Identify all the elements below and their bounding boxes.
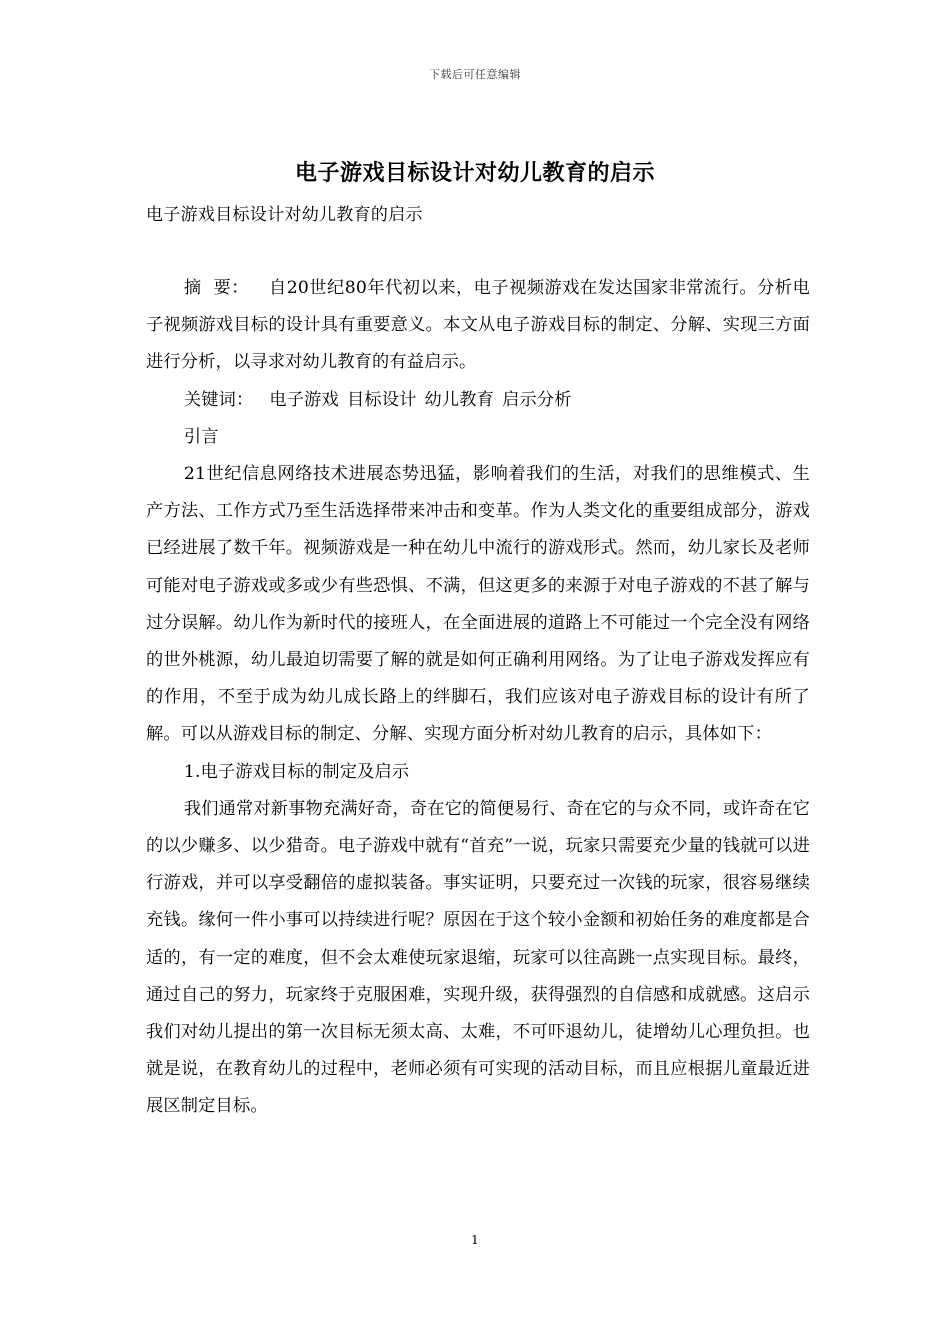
intro-paragraph: 21世纪信息网络技术进展态势迅猛，影响着我们的生活，对我们的思维模式、生产方法、工作方式乃至生活选择带来冲击和变革。作为人类文化的重要组成部分，游戏已经进展了数千年。视频游戏是一种在幼儿中流行的游戏形式。然而，幼儿家长及老师可能对电子游戏或多或少有些恐惧、不满，但这更多的来源于对电子游戏的不甚了解与过分误解。幼儿作为新时代的接班人，在全面进展的道路上不可能过一个完全没有网络的世外桃源，幼儿最迫切需要了解的就是如何正确利用网络。为了让电子游戏发挥应有的作用，不至于成为幼儿成长路上的绊脚石，我们应该对电子游戏目标的设计有所了解。可以从游戏目标的制定、分解、实现方面分析对幼儿教育的启示，具体如下： bbox=[146, 464, 810, 745]
abstract-text: 自20世纪80年代初以来，电子视频游戏在发达国家非常流行。分析电子视频游戏目标的设计具有重要意义。本文从电子游戏目标的制定、分解、实现三方面进行分析，以寻求对幼儿教育的有益启示。 bbox=[146, 278, 810, 373]
keyword-item: 目标设计 bbox=[346, 389, 417, 410]
keywords-label: 关键词： bbox=[183, 389, 254, 410]
section1-paragraph: 我们通常对新事物充满好奇，奇在它的简便易行、奇在它的与众不同，或许奇在它的以少赚多、以少猎奇。电子游戏中就有“首充”一说，玩家只需要充少量的钱就可以进行游戏，并可以享受翻倍的虚拟装备。事实证明，只要充过一次钱的玩家，很容易继续充钱。缘何一件小事可以持续进行呢？原因在于这个较小金额和初始任务的难度都是合适的，有一定的难度，但不会太难使玩家退缩，玩家可以往高跳一点实现目标。最终，通过自己的努力，玩家终于克服困难，实现升级，获得强烈的自信感和成就感。这启示我们对幼儿提出的第一次目标无须太高、太难，不可吓退幼儿，徒增幼儿心理负担。也就是说，在教育幼儿的过程中，老师必须有可实现的活动目标，而且应根据儿童最近进展区制定目标。 bbox=[146, 798, 810, 1117]
intro-heading: 引言 bbox=[183, 426, 219, 447]
section1-heading: 1.电子游戏目标的制定及启示 bbox=[183, 761, 410, 782]
document-subtitle: 电子游戏目标设计对幼儿教育的启示 bbox=[146, 205, 423, 225]
keywords-paragraph bbox=[146, 382, 810, 419]
keyword-item: 幼儿教育 bbox=[424, 389, 495, 410]
document-body bbox=[146, 270, 810, 1126]
abstract-label: 摘 要： bbox=[183, 278, 249, 298]
keyword-item: 电子游戏 bbox=[269, 389, 339, 410]
header-note: 下载后可任意编辑 bbox=[429, 68, 521, 81]
document-title: 电子游戏目标设计对幼儿教育的启示 bbox=[294, 160, 655, 186]
abstract-paragraph bbox=[146, 270, 810, 382]
page-number: 1 bbox=[471, 1233, 479, 1247]
keyword-item: 启示分析 bbox=[502, 389, 572, 410]
